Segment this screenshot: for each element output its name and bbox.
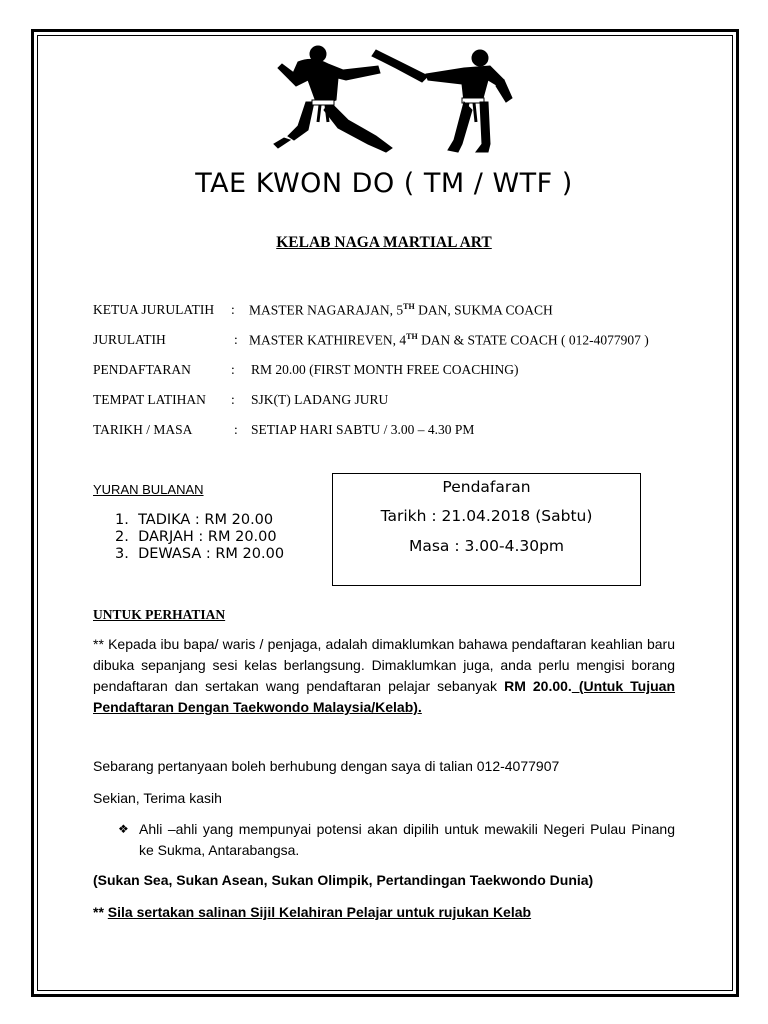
monthly-fees-list — [115, 512, 284, 563]
info-label: KETUA JURULATIH — [93, 302, 215, 317]
registration-date: Tarikh : 21.04.2018 (Sabtu) — [380, 507, 593, 525]
info-separator: : — [234, 422, 238, 437]
registration-heading: Pendafaran — [442, 478, 531, 496]
registration-time: Masa : 3.00-4.30pm — [408, 537, 565, 555]
list-item: 3. DEWASA : RM 20.00 — [115, 546, 285, 562]
taekwondo-fighters-illustration — [268, 40, 518, 160]
events-list: (Sukan Sea, Sukan Asean, Sukan Olimpik, Pertandingan Taekwondo Dunia) — [93, 872, 594, 888]
closing-line: Sekian, Terima kasih — [93, 790, 222, 806]
selection-note: Ahli –ahli yang mempunyai potensi akan dipilih untuk mewakili Negeri Pulau Pinang ke Sukma, Antarabangsa. — [139, 821, 675, 858]
info-separator: : — [231, 302, 235, 317]
right-fighter-figure — [372, 50, 512, 152]
monthly-fees-heading: YURAN BULANAN — [93, 482, 204, 497]
info-value: SJK(T) LADANG JURU — [251, 392, 389, 407]
info-value: RM 20.00 (FIRST MONTH FREE COACHING) — [251, 362, 519, 377]
contact-line: Sebarang pertanyaan boleh berhubung dengan saya di talian 012-4077907 — [93, 758, 560, 774]
info-label: TEMPAT LATIHAN — [93, 392, 206, 407]
notice-paragraph: ** Kepada ibu bapa/ waris / penjaga, adalah dimaklumkan bahawa pendaftaran keahlian baru dibuka sepanjang sesi kelas berlangsung. Dimaklumkan juga, anda perlu mengisi borang pendaftaran dan sertakan wang pendaftaran pelajar sebanyak RM 20.00. (Untuk Tujuan Pendaftaran Dengan Taekwondo Malaysia/Kelab). — [93, 636, 676, 715]
birth-certificate-note: ** Sila sertakan salinan Sijil Kelahiran Pelajar untuk rujukan Kelab — [93, 904, 532, 920]
info-separator: : — [234, 332, 238, 347]
diamond-bullet-icon: ❖ — [118, 822, 129, 836]
info-value: MASTER KATHIREVEN, 4TH DAN & STATE COACH ( 012-4077907 ) — [249, 332, 649, 348]
registration-box — [332, 473, 641, 586]
info-separator: : — [231, 362, 235, 377]
list-item: 2. DARJAH : RM 20.00 — [115, 529, 277, 545]
info-label: JURULATIH — [93, 332, 166, 347]
info-label: PENDAFTARAN — [93, 362, 191, 377]
info-value: SETIAP HARI SABTU / 3.00 – 4.30 PM — [251, 422, 475, 437]
notice-heading: UNTUK PERHATIAN — [93, 607, 226, 622]
club-name: KELAB NAGA MARTIAL ART — [276, 234, 492, 251]
left-fighter-figure — [274, 46, 392, 152]
info-label: TARIKH / MASA — [93, 422, 193, 437]
page-title: TAE KWON DO ( TM / WTF ) — [195, 168, 573, 199]
info-separator: : — [231, 392, 235, 407]
list-item: 1. TADIKA : RM 20.00 — [115, 512, 274, 528]
info-value: MASTER NAGARAJAN, 5TH DAN, SUKMA COACH — [249, 302, 553, 318]
